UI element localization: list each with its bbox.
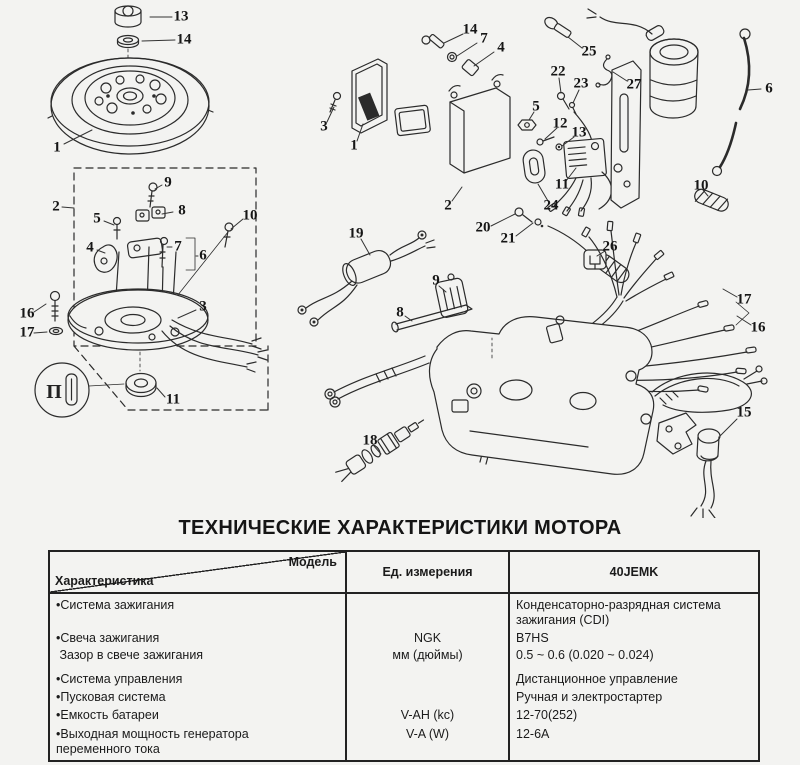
callout-label-11: 11	[554, 176, 570, 193]
callout-label-1: 1	[350, 137, 358, 154]
table-cell-value: 12-6A	[516, 727, 550, 741]
leader-line	[142, 40, 175, 41]
callout-label-14: 14	[176, 31, 192, 48]
callout-label-18: 18	[362, 432, 378, 449]
callout-label-16: 16	[19, 305, 35, 322]
leader-line	[748, 89, 761, 90]
table-cell-value: 12-70(252)	[516, 708, 578, 722]
callout-label-16: 16	[750, 319, 766, 336]
callout-label-19: 19	[348, 225, 364, 242]
grommet-washer-drawing	[126, 352, 156, 397]
stator-assembly-drawing	[50, 183, 268, 372]
callout-label-25: 25	[581, 43, 597, 60]
spec-table	[48, 550, 760, 762]
callout-label-9: 9	[164, 174, 172, 191]
callout-label-5: 5	[93, 210, 101, 227]
clip-27-drawing	[596, 55, 612, 87]
leader-line	[444, 34, 463, 43]
table-cell-feature: •Свеча зажигания	[50, 630, 347, 647]
leader-line	[573, 90, 579, 103]
cover-plate-drawing	[330, 59, 387, 133]
callout-label-2: 2	[444, 197, 452, 214]
callout-label-12: 12	[552, 115, 568, 132]
callout-label-5: 5	[532, 98, 540, 115]
callout-label-7: 7	[480, 30, 488, 47]
leader-line	[457, 43, 477, 56]
callout-label-1: 1	[53, 139, 61, 156]
header-unit-column: Ед. измерения	[347, 552, 510, 592]
leader-line	[231, 219, 243, 229]
battery-cables-drawing	[325, 356, 429, 407]
table-cell-value: Конденсаторно-разрядная система зажигания (CDI)	[516, 598, 725, 627]
table-cell-unit: V-A (W)	[347, 725, 510, 760]
callout-label-26: 26	[602, 238, 618, 255]
table-cell-unit	[347, 594, 510, 630]
table-cell-unit	[347, 689, 510, 706]
table-cell-value: B7HS	[516, 631, 549, 645]
stator-detail-dashed-box	[74, 168, 268, 410]
callout-label-9: 9	[432, 272, 440, 289]
leader-line	[723, 289, 737, 297]
callout-label-14: 14	[462, 21, 478, 38]
callout-label-4: 4	[86, 239, 94, 256]
callout-label-17: 17	[19, 324, 35, 341]
callout-label-15: 15	[736, 404, 752, 421]
callout-label-13: 13	[173, 8, 189, 25]
leader-line	[157, 388, 165, 397]
regulator-box-drawing	[395, 105, 431, 136]
table-cell-unit: V-AH (kc)	[347, 706, 510, 725]
callout-label-20: 20	[475, 219, 491, 236]
detail-clip-symbol: П	[46, 381, 62, 403]
table-cell-unit: NGK	[347, 630, 510, 647]
ignition-switch-drawing	[657, 413, 720, 518]
callout-label-27: 27	[626, 76, 642, 93]
callout-label-24: 24	[543, 197, 559, 214]
leader-line	[62, 207, 74, 208]
callout-label-17: 17	[736, 291, 752, 308]
table-row	[50, 665, 758, 689]
callout-label-21: 21	[500, 230, 516, 247]
table-row	[50, 689, 758, 706]
callout-label-3: 3	[199, 298, 207, 315]
leader-line	[559, 78, 561, 93]
leader-line	[474, 52, 494, 66]
callout-label-10: 10	[242, 207, 258, 224]
table-cell-feature: Зазор в свече зажигания	[50, 647, 347, 665]
screws-20-21-drawing	[515, 208, 543, 227]
callout-label-8: 8	[178, 202, 186, 219]
table-cell-feature: •Емкость батареи	[50, 706, 347, 725]
cdi-unit-drawing	[449, 75, 510, 173]
table-row	[50, 630, 758, 647]
spec-table-body	[50, 594, 758, 760]
engine-block-drawing	[429, 316, 653, 474]
table-row	[50, 594, 758, 630]
callout-label-8: 8	[396, 304, 404, 321]
table-cell-unit: мм (дюймы)	[347, 647, 510, 665]
callout-label-23: 23	[573, 75, 589, 92]
leader-line	[162, 212, 173, 214]
table-cell-feature: •Пусковая система	[50, 689, 347, 706]
flywheel-nut-drawing	[115, 6, 141, 27]
leader-line	[34, 332, 47, 333]
leader-line	[155, 185, 162, 189]
callout-label-11: 11	[165, 391, 181, 408]
table-cell-feature: •Система управления	[50, 665, 347, 689]
corner-cell	[50, 552, 347, 592]
leader-line	[568, 37, 582, 48]
callout-label-10: 10	[693, 177, 709, 194]
table-row	[50, 725, 758, 760]
table-cell-unit	[347, 665, 510, 689]
callout-label-4: 4	[497, 39, 505, 56]
callout-label-22: 22	[550, 63, 566, 80]
callout-label-6: 6	[199, 247, 207, 264]
callout-label-7: 7	[174, 238, 182, 255]
spec-table-header	[50, 552, 758, 594]
callout-label-3: 3	[320, 118, 328, 135]
leader-line	[516, 223, 533, 236]
mount-bracket-drawing	[522, 149, 546, 184]
leader-line	[720, 419, 737, 436]
leader-line	[452, 187, 462, 201]
table-cell-value: Дистанционное управление	[516, 672, 678, 686]
callout-label-2: 2	[52, 198, 60, 215]
section-title: ТЕХНИЧЕСКИЕ ХАРАКТЕРИСТИКИ МОТОРА	[178, 517, 622, 539]
ignition-coil-drawing	[298, 231, 435, 326]
table-row	[50, 706, 758, 725]
table-row	[50, 647, 758, 665]
corner-label-model: Модель	[288, 555, 337, 569]
leader-line	[97, 250, 105, 253]
table-cell-feature: •Система зажигания	[50, 594, 347, 630]
bolt-25-drawing	[543, 15, 573, 39]
corner-label-characteristic: Характеристика	[55, 574, 154, 588]
spark-plug-drawing	[334, 413, 429, 483]
callout-label-6: 6	[765, 80, 773, 97]
table-cell-value: 0.5 ~ 0.6 (0.020 ~ 0.024)	[516, 648, 654, 662]
table-cell-value: Ручная и электростартер	[516, 690, 663, 704]
leader-line	[491, 214, 515, 226]
table-cell-feature: •Выходная мощность генератора переменного тока	[50, 725, 347, 760]
link-rod-drawing	[713, 29, 751, 176]
leader-line	[104, 221, 114, 225]
callout-label-13: 13	[571, 124, 587, 141]
header-model-column: 40JEMK	[609, 564, 659, 579]
leader-line	[34, 304, 46, 312]
